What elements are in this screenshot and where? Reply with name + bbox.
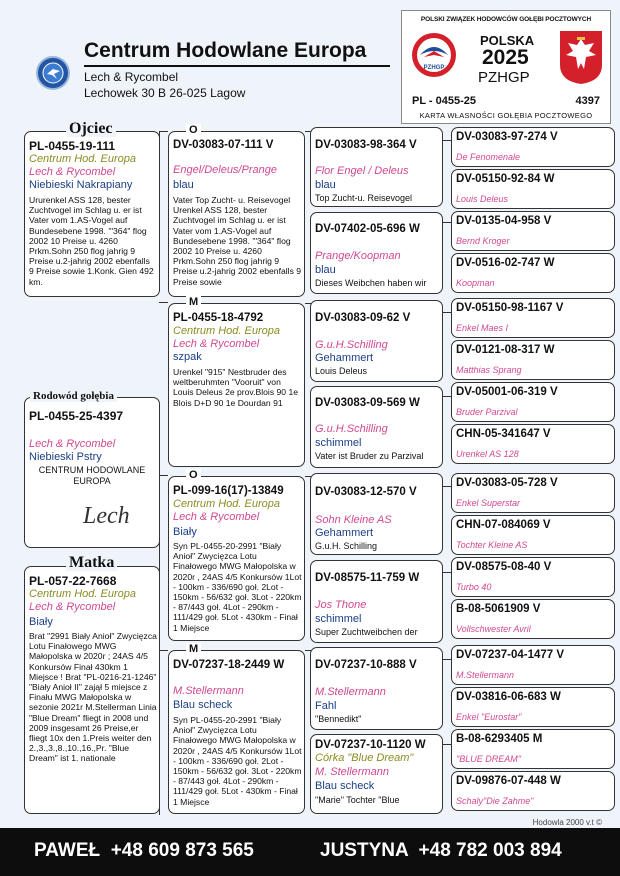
gen3-box	[310, 212, 443, 294]
gen4-ring: DV-08575-08-40 V	[456, 561, 552, 573]
page-title: Centrum Hodowlane Europa	[84, 39, 367, 62]
card-ring: PL - 0455-25	[412, 95, 477, 107]
header-logo	[36, 56, 70, 90]
gen4-name: Enkel "Eurostar"	[456, 712, 522, 722]
gen4-ring: DV-0121-08-317 W	[456, 344, 555, 356]
mother-color: Biały	[29, 616, 53, 628]
gen4-ring: CHN-05-341647 V	[456, 428, 551, 440]
gen4-name: Bruder Parzival	[456, 407, 518, 417]
gen4-ring: DV-07237-04-1477 V	[456, 649, 565, 661]
gen2-breeder: Lech & Rycombel	[173, 338, 260, 350]
mother-ring: PL-057-22-7668	[29, 574, 117, 588]
gen2-box	[168, 476, 305, 641]
mother-notes: Brat "2991 Biały Anioł" Zwycięzca Lotu Finałowego MWG Małopolska w 2020r ; 24AS 4/5 Konkursów Finał 430km 1 Miejsce ! Brat "PL-0216-21-1246" "Biały Anioł II" zajął 5 miejsce z Finału MWG Małopolska w sezonie 2021r M.Stellerman Linia "Blue Dream" fliegt in 2008 und 2009 insgesamt 26 Preise,er fliegt 10x den 1.Preis weiter den 2.,3.,3.,8.,10.,16.,Pr. "Blue Dream" ist 1. nationale	[29, 631, 157, 764]
gen4-box	[451, 515, 615, 555]
mother-owner: Centrum Hod. Europa	[29, 588, 136, 600]
header-address: Lechowek 30 B 26-025 Lagow	[84, 86, 246, 100]
gen3-ring: DV-08575-11-759 W	[315, 572, 420, 584]
gen4-box	[451, 687, 615, 727]
conn-g4	[443, 396, 451, 397]
gen2-color: szpak	[173, 351, 202, 363]
gen4-name: Bernd Kroger	[456, 236, 510, 246]
gen4-box	[451, 211, 615, 251]
conn-f	[159, 131, 168, 132]
father-box	[24, 131, 160, 297]
gen4-ring: B-08-5061909 V	[456, 603, 541, 615]
father-breeder: Lech & Rycombel	[29, 166, 116, 178]
gen2-owner: Centrum Hod. Europa	[173, 325, 280, 337]
father-owner: Centrum Hod. Europa	[29, 153, 136, 165]
gen4-box	[451, 340, 615, 380]
pigeon-box	[24, 397, 160, 548]
gen3-note: Super Zuchtweibchen der	[315, 627, 418, 637]
gen3-ring: DV-07237-10-1120 W	[315, 739, 426, 751]
gen2-ring: DV-03083-07-111 V	[173, 139, 274, 151]
pigeon-signature: Lech	[83, 503, 130, 529]
conn-g4	[443, 486, 451, 487]
header-owner: Lech & Rycombel	[84, 70, 179, 84]
gen3-breeder: G.u.H.Schilling	[315, 339, 388, 351]
gen2-owner: Centrum Hod. Europa	[173, 498, 280, 510]
gen3-color: schimmel	[315, 437, 362, 449]
sex-marker: O	[186, 469, 201, 481]
gen4-name: M.Stellermann	[456, 670, 515, 680]
mother-breeder: Lech & Rycombel	[29, 601, 116, 613]
gen3-ring: DV-03083-09-569 W	[315, 397, 420, 409]
gen3-ring: DV-03083-12-570 V	[315, 486, 417, 498]
gen3-color: blau	[315, 264, 336, 276]
footer	[0, 828, 620, 876]
gen4-box	[451, 645, 615, 685]
conn-g4	[443, 572, 451, 573]
footer-contact-1: PAWEŁ +48 609 873 565	[34, 840, 254, 861]
gen4-box	[451, 169, 615, 209]
gen4-name: Tochter Kleine AS	[456, 540, 528, 550]
conn-g4	[443, 312, 451, 313]
label-father: Ojciec	[66, 121, 116, 137]
gen4-box	[451, 127, 615, 167]
gen4-name: Schaly"Die Zahme"	[456, 796, 534, 806]
gen4-box	[451, 382, 615, 422]
gen3-color: blau	[315, 179, 336, 191]
gen3-box	[310, 647, 443, 730]
gen4-ring: B-08-6293405 M	[456, 733, 543, 745]
gen3-breeder: M.Stellermann	[315, 686, 386, 698]
gen3-box	[310, 127, 443, 207]
gen2-ring: PL-099-16(17)-13849	[173, 485, 284, 497]
gen3-ring: DV-03083-09-62 V	[315, 312, 411, 324]
gen3-box	[310, 386, 443, 468]
gen3-note: "Marie" Tochter "Blue	[315, 795, 400, 805]
gen2-notes: Syn PL-0455-20-2991 "Biały Anioł" Zwycięzca Lotu Finałowego MWG Małopolska w 2020r , 24AS 4/5 Konkursów 1Lot - 100km - 336/690 goł. 2Lot - 150km - 56/632 goł. 3Lot - 220km - 87/443 goł. 4Lot - 290km - 111/429 goł. 5Lot - 430km - Finał 1 Miejsce	[173, 541, 302, 633]
gen2-notes: Syn PL-0455-20-2991 "Biały Anioł" Zwycięzca Lotu Finałowego MWG Małopolska w 2020r , 24AS 4/5 Konkursów 1Lot - 100km - 336/690 goł. 2Lot - 150km - 56/632 goł. 3Lot - 220km - 87/443 goł. 4Lot - 290km - 111/429 goł. 5Lot - 430km - Finał 1 Miejsce	[173, 715, 302, 807]
gen4-box	[451, 298, 615, 338]
gen4-ring: DV-09876-07-448 W	[456, 775, 561, 787]
gen3-note: G.u.H. Schilling	[315, 541, 378, 551]
conn-g4	[443, 222, 451, 223]
gen3-box	[310, 734, 443, 814]
gen2-ring: DV-07237-18-2449 W	[173, 659, 285, 671]
gen4-name: Vollschwester Avril	[456, 624, 531, 634]
gen4-ring: DV-03083-05-728 V	[456, 477, 558, 489]
gen4-name: Enkel Superstar	[456, 498, 521, 508]
gen2-box	[168, 131, 305, 297]
gen3-note: Top Zucht-u. Reisevogel	[315, 193, 413, 203]
pigeon-line1: CENTRUM HODOWLANE	[38, 465, 146, 475]
card-number: 4397	[575, 95, 600, 107]
conn-g4	[443, 744, 451, 745]
title-underline	[84, 65, 390, 67]
conn-m2	[159, 650, 168, 651]
pigeon-color: Niebieski Pstry	[29, 451, 102, 463]
gen4-box	[451, 424, 615, 464]
gen4-name: Matthias Sprang	[456, 365, 522, 375]
gen2-notes: Vater Top Zucht- u. Reisevogel Urenkel ASS 128, bester Zuchtvogel im Schlag u. er ist Vater vom 1.AS-Vogel auf Bundesebene 1998. '"364" flog 2002 10 Preise u. 4260 Prkm.Sohn 250 flog jahrig 9 Preise u.2-jahrig 2002 ebenfalls 9 Preise sowie	[173, 195, 302, 287]
gen4-box	[451, 729, 615, 769]
sex-marker: M	[186, 296, 201, 308]
gen4-name: Louis Deleus	[456, 194, 509, 204]
card-caption: KARTA WŁASNOŚCI GOŁĘBIA POCZTOWEGO	[419, 111, 593, 120]
gen3-color: Fahl	[315, 700, 337, 712]
gen2-breeder: Lech & Rycombel	[173, 511, 260, 523]
gen4-ring: CHN-07-084069 V	[456, 519, 551, 531]
gen3-breeder: Flor Engel / Deleus	[315, 165, 409, 177]
gen3-note: Louis Deleus	[315, 366, 368, 376]
gen2-box	[168, 650, 305, 814]
gen4-box	[451, 253, 615, 293]
ownership-card	[401, 10, 611, 124]
gen3-ring: DV-07237-10-888 V	[315, 659, 417, 671]
card-org: PZHGP	[478, 69, 530, 86]
gen4-box	[451, 557, 615, 597]
gen4-name: Turbo 40	[456, 582, 492, 592]
gen3-color: Blau scheck	[315, 780, 375, 792]
gen3-breeder: M. Stellermann	[315, 766, 389, 778]
gen3-ring: DV-03083-98-364 V	[315, 139, 417, 151]
gen4-box	[451, 599, 615, 639]
father-ring: PL-0455-19-111	[29, 139, 116, 153]
gen4-ring: DV-05001-06-319 V	[456, 386, 558, 398]
gen3-color: Gehammert	[315, 527, 374, 539]
gen3-breeder: Jos Thone	[315, 599, 367, 611]
gen4-name: "BLUE DREAM"	[456, 754, 521, 764]
sex-marker: M	[186, 643, 201, 655]
sex-marker: O	[186, 124, 201, 136]
gen3-note: "Bennedikt"	[315, 714, 362, 724]
gen2-breeder: M.Stellermann	[173, 685, 244, 697]
gen4-name: Urenkel AS 128	[456, 449, 519, 459]
gen4-ring: DV-03816-06-683 W	[456, 691, 561, 703]
conn-g4	[443, 659, 451, 660]
gen4-ring: DV-05150-98-1167 V	[456, 302, 564, 314]
pigeon-ring: PL-0455-25-4397	[29, 409, 124, 423]
gen3-breeder: G.u.H.Schilling	[315, 423, 388, 435]
footer-contact-2: JUSTYNA +48 782 003 894	[320, 840, 562, 861]
gen2-ring: PL-0455-18-4792	[173, 312, 264, 324]
conn-m	[159, 475, 168, 476]
gen2-color: Biały	[173, 526, 197, 538]
gen3-box	[310, 473, 443, 555]
globe-pigeon-icon	[38, 58, 68, 88]
gen2-box	[168, 303, 305, 467]
gen4-box	[451, 771, 615, 811]
gen3-note: Dieses Weibchen haben wir	[315, 278, 427, 288]
gen4-box	[451, 473, 615, 513]
card-association: POLSKI ZWIĄZEK HODOWCÓW GOŁĘBI POCZTOWYCH	[420, 16, 592, 23]
gen3-box	[310, 560, 443, 643]
card-year: 2025	[482, 46, 529, 69]
gen4-ring: DV-0135-04-958 V	[456, 215, 552, 227]
gen4-ring: DV-03083-97-274 V	[456, 131, 558, 143]
pigeon-line2: EUROPA	[73, 476, 111, 486]
gen4-name: Koopman	[456, 278, 495, 288]
credit: Hodowla 2000 v.t ©	[532, 818, 602, 827]
card-country: POLSKA	[480, 33, 535, 48]
gen2-color: Blau scheck	[173, 699, 233, 711]
gen4-name: De Fenomenale	[456, 152, 521, 162]
conn-f2	[159, 302, 168, 303]
conn-g4	[443, 140, 451, 141]
gen3-color: schimmel	[315, 613, 362, 625]
pigeon-breeder: Lech & Rycombel	[29, 438, 116, 450]
mother-box	[24, 566, 160, 814]
gen3-owner: Córka "Blue Dream"	[315, 752, 414, 764]
gen3-note: Vater ist Bruder zu Parzival	[315, 451, 424, 461]
gen2-color: blau	[173, 179, 194, 191]
gen2-breeder: Engel/Deleus/Prange	[173, 164, 277, 176]
gen3-breeder: Prange/Koopman	[315, 250, 401, 262]
gen4-name: Enkel Maes I	[456, 323, 509, 333]
label-mother: Matka	[66, 555, 117, 571]
father-notes: Ururenkel ASS 128, bester Zuchtvogel im Schlag u. er ist Vater vom 1.AS-Vogel auf Bundesebene 1998. '"364" flog 2002 10 Preise u. 4260 Prkm.Sohn 250 flog jahrig 9 Preise u.2-jahrig 2002 ebenfalls 9 Preise sowie 1.Konk. Gien 492 km.	[29, 195, 154, 287]
gen3-breeder: Sohn Kleine AS	[315, 514, 392, 526]
pzhgp-logo-icon	[410, 31, 458, 79]
father-color: Niebieski Nakrapiany	[29, 179, 133, 191]
gen3-ring: DV-07402-05-696 W	[315, 223, 420, 235]
label-pedigree: Rodowód gołębia	[30, 390, 117, 402]
gen3-box	[310, 300, 443, 382]
gen4-ring: DV-05150-92-84 W	[456, 173, 555, 185]
gen2-notes: Urenkel "915" Nestbruder des weltberuhmten "Vooruit" von Louis Deleus 2e prov.Blois 90 1e Blois D+D 90 1e Dourdan 91	[173, 367, 299, 408]
gen4-ring: DV-0516-02-747 W	[456, 257, 555, 269]
gen3-color: Gehammert	[315, 352, 374, 364]
polish-eagle-icon	[558, 29, 604, 85]
logo-text: PZHGP	[423, 65, 445, 71]
